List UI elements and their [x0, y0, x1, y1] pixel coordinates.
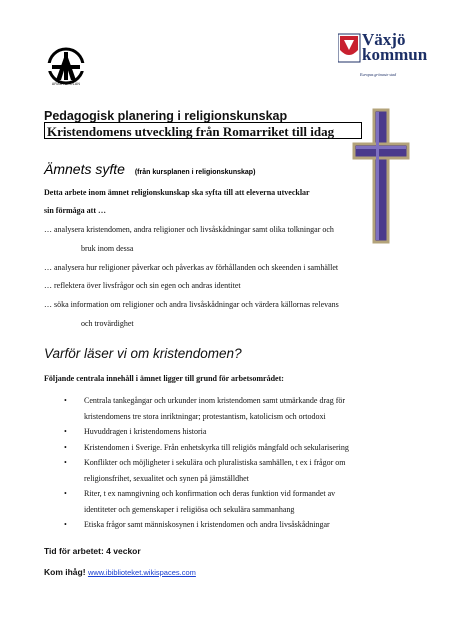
bullet-icon: • [64, 489, 67, 498]
ability-line: och trovärdighet [81, 319, 134, 328]
intro-line-2: sin förmåga att … [44, 206, 106, 215]
ability-line: bruk inom dessa [81, 244, 134, 253]
document-title: Kristendomens utveckling från Romarriket till idag [44, 122, 362, 139]
reminder-label: Kom ihåg! [44, 567, 86, 577]
list-item: • Konflikter och möjligheter i sekulära och pluralistiska samhällen, t ex i frågor om religionsfrihet, sexualitet och synen på jämställdhet [44, 455, 404, 486]
vaxjo-logo-line2: kommun [362, 45, 428, 64]
ability-line: … analysera hur religioner påverkar och påverkas av förhållanden och skeenden i samhället [44, 263, 339, 272]
ability-line: … analysera kristendomen, andra religioner och livsåskådningar samt olika tolkningar och [44, 225, 334, 234]
bullet-icon: • [64, 458, 67, 467]
bullet-icon: • [64, 442, 67, 452]
list-item: • Etiska frågor samt människosynen i kristendomen och andra livsåskådningar [44, 517, 404, 533]
section-varfor-heading: Varför läser vi om kristendomen? [44, 346, 242, 361]
bullet-icon: • [64, 520, 67, 529]
list-item: • Centrala tankegångar och urkunder inom kristendomen samt utmärkande drag för kristendomens tre stora inriktningar; protestantism, katolicism och ortodoxi [44, 393, 404, 424]
arabyskolan-logo-text: ARABYSKOLAN [51, 82, 81, 86]
intro-line-1: Detta arbete inom ämnet religionskunskap ska syfta till att eleverna utvecklar [44, 188, 310, 197]
reminder [44, 567, 196, 577]
list-item: • Riter, t ex namngivning och konfirmation och deras funktion vid formandet av identiteter och gemenskaper i religiösa och sekulära sammanhang [44, 486, 404, 517]
bullet-icon: • [64, 396, 67, 405]
bullet-icon: • [64, 427, 67, 436]
page-heading: Pedagogisk planering i religionskunskap [44, 109, 288, 123]
list-item: • Kristendomen i Sverige. Från enhetskyrka till religiös mångfald och sekularisering [44, 440, 404, 456]
ability-line: … söka information om religioner och andra livsåskådningar och värdera källornas relevans [44, 300, 339, 309]
central-content-intro: Följande centrala innehåll i ämnet ligger till grund för arbetsområdet: [44, 374, 284, 383]
syfte-title: Ämnets syfte [44, 161, 125, 177]
cross-image [352, 108, 410, 244]
vaxjo-logo-line1: Växjö [362, 30, 406, 49]
duration-text: Tid för arbetet: 4 veckor [44, 546, 141, 556]
list-item: • Huvuddragen i kristendomens historia [44, 424, 404, 440]
central-content-list [44, 393, 404, 533]
vaxjo-logo-tagline: Europas grönaste stad [360, 72, 397, 77]
ability-line: … reflektera över livsfrågor och sin egen och andras identitet [44, 281, 241, 290]
section-syfte-heading [44, 161, 255, 177]
syfte-note: (från kursplanen i religionskunskap) [134, 169, 256, 176]
wiki-link[interactable]: www.ibiblioteket.wikispaces.com [87, 568, 196, 577]
